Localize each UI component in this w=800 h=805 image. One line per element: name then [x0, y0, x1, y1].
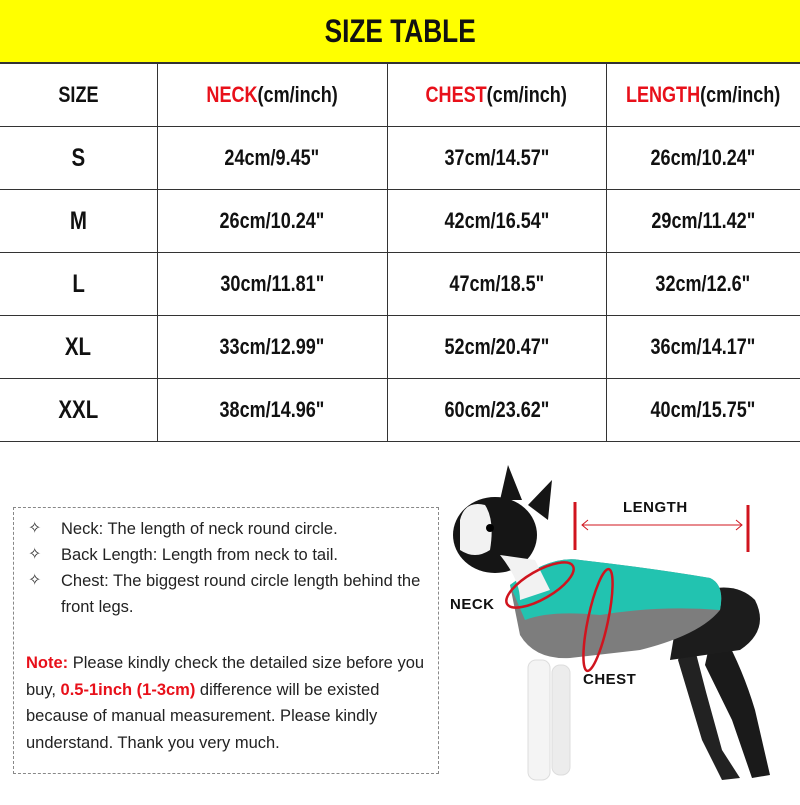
star-bullet-icon: ✧: [28, 546, 42, 563]
size-table: [0, 62, 800, 442]
header-neck: NECK(cm/inch): [157, 63, 387, 127]
size-cell: S: [71, 143, 86, 172]
size-cell: M: [69, 206, 87, 235]
table-row: [0, 379, 800, 442]
header-size: SIZE: [0, 63, 157, 127]
table-row: [0, 127, 800, 190]
chest-cell: 60cm/23.62": [444, 397, 549, 422]
measurement-definitions: [28, 516, 438, 620]
note-highlight: 0.5-1inch (1-3cm): [60, 680, 196, 699]
size-cell: XXL: [58, 395, 99, 424]
table-row: [0, 316, 800, 379]
definition-item: ✧ Neck: The length of neck round circle.: [28, 516, 438, 542]
definition-item: ✧ Chest: The biggest round circle length behind the front legs.: [28, 568, 438, 620]
star-bullet-icon: ✧: [28, 520, 42, 537]
neck-cell: 24cm/9.45": [224, 145, 320, 170]
length-label: LENGTH: [623, 499, 688, 516]
size-cell: XL: [65, 332, 92, 361]
chest-cell: 37cm/14.57": [444, 145, 549, 170]
definition-item: ✧ Back Length: Length from neck to tail.: [28, 542, 438, 568]
table-row: [0, 253, 800, 316]
neck-cell: 26cm/10.24": [219, 208, 325, 233]
measurement-notes-box: [13, 507, 439, 774]
table-header-row: [0, 63, 800, 127]
chest-cell: 47cm/18.5": [449, 271, 544, 296]
chest-cell: 52cm/20.47": [444, 334, 549, 359]
dog-illustration: [440, 460, 800, 800]
length-cell: 26cm/10.24": [650, 145, 756, 170]
size-cell: L: [71, 269, 85, 298]
length-cell: 29cm/11.42": [651, 208, 756, 233]
banner-title: SIZE TABLE: [324, 12, 476, 49]
dog-measurement-diagram: [440, 460, 800, 800]
size-table-banner: [0, 0, 800, 62]
neck-cell: 33cm/12.99": [219, 334, 325, 359]
neck-cell: 30cm/11.81": [220, 271, 324, 296]
length-cell: 36cm/14.17": [650, 334, 756, 359]
star-bullet-icon: ✧: [28, 572, 42, 589]
header-chest: CHEST(cm/inch): [387, 63, 606, 127]
note-label: Note:: [26, 654, 69, 672]
length-cell: 40cm/15.75": [650, 397, 756, 422]
table-row: [0, 190, 800, 253]
length-cell: 32cm/12.6": [655, 271, 751, 296]
neck-label: NECK: [450, 596, 495, 613]
chest-cell: 42cm/16.54": [444, 208, 549, 233]
chest-label: CHEST: [583, 671, 637, 688]
note-paragraph: Note: Please kindly check the detailed size before you buy, 0.5-1inch (1-3cm) difference will be existed because of manual measurement. Please kindly understand. Thank you very much.: [26, 654, 425, 752]
neck-cell: 38cm/14.96": [219, 397, 325, 422]
header-length: LENGTH(cm/inch): [606, 63, 800, 127]
